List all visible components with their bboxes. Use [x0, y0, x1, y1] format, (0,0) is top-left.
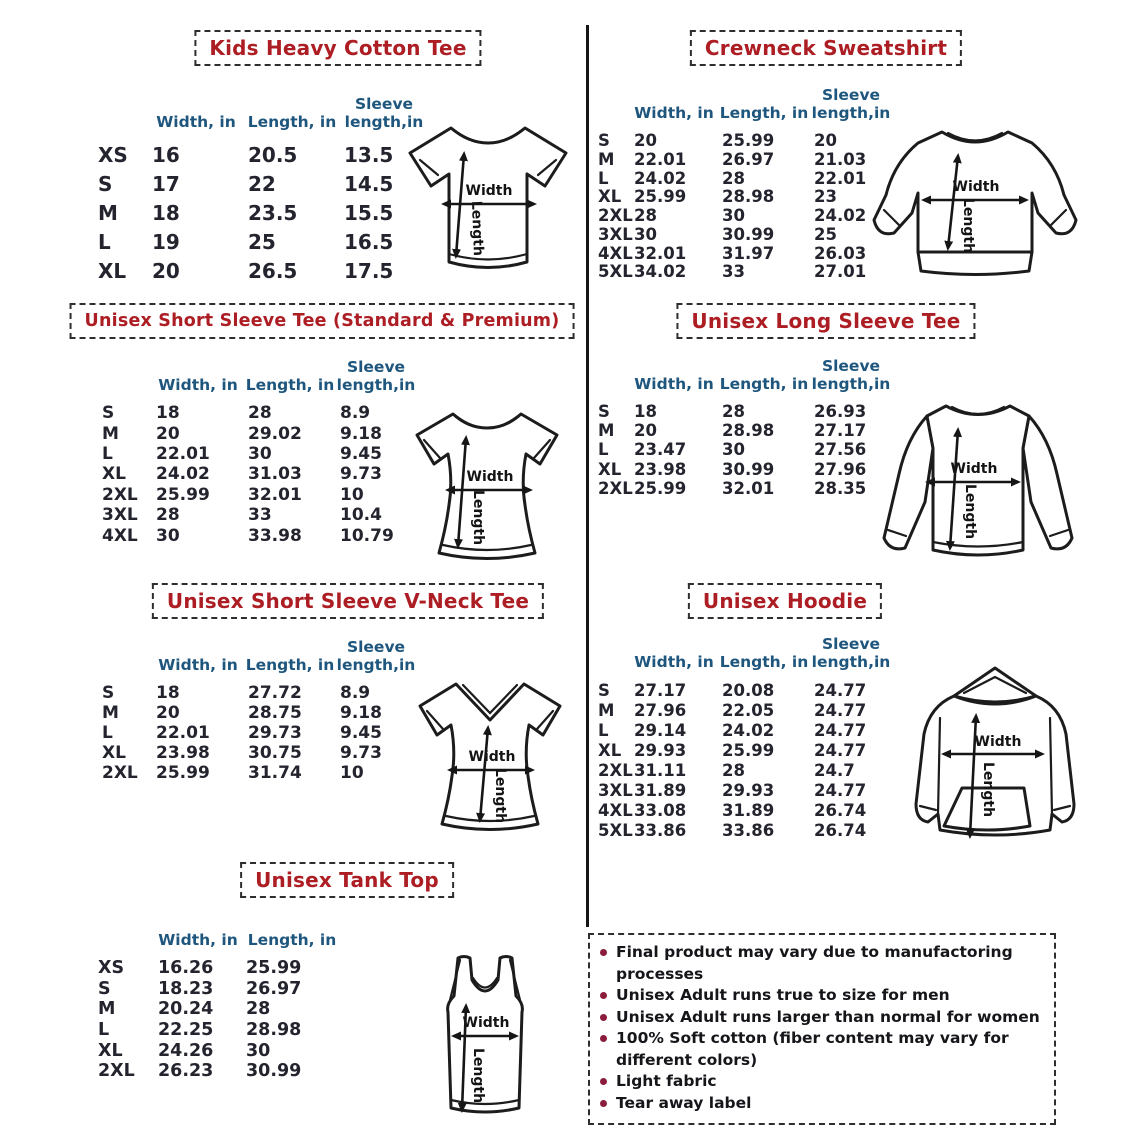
column-header: Sleeve length,in — [811, 86, 891, 122]
size-label: 5XL — [598, 262, 633, 282]
note-item — [600, 1028, 1044, 1071]
long-sleeve-tee-illustration — [866, 390, 1098, 578]
size-label: XS — [98, 958, 125, 979]
size-label: S — [98, 978, 111, 999]
cell-value: 24.02 — [634, 168, 687, 188]
cell-value: 33.86 — [722, 820, 775, 840]
cell-value: 30.99 — [722, 224, 775, 244]
cell-value: 18 — [152, 200, 180, 225]
cell-value: 25.99 — [722, 740, 775, 760]
cell-value: 27.01 — [814, 262, 867, 282]
cell-value: 28 — [634, 206, 657, 226]
notes-box — [588, 933, 1056, 1125]
cell-value: 26.93 — [814, 402, 867, 422]
cell-value: 28.35 — [814, 478, 867, 498]
width-arrow-label: Width — [466, 469, 514, 485]
cell-value: 22.01 — [814, 168, 867, 188]
column-header: Width, in — [634, 374, 714, 393]
cell-value: 9.45 — [340, 723, 382, 743]
cell-value: 18 — [156, 683, 180, 703]
cell-value: 24.77 — [814, 780, 867, 800]
size-label: 4XL — [598, 243, 633, 263]
cell-value: 10 — [340, 484, 364, 505]
cell-value: 32.01 — [634, 243, 687, 263]
size-label: L — [98, 229, 111, 254]
cell-value: 22.25 — [158, 1020, 214, 1041]
cell-value: 34.02 — [634, 262, 687, 282]
cell-value: 23.47 — [634, 440, 687, 460]
size-table-long-sleeve-tee — [596, 352, 892, 498]
cell-value: 9.18 — [340, 423, 382, 444]
size-label: L — [98, 1020, 110, 1041]
garment-outline — [417, 414, 557, 559]
cell-value: 28 — [722, 168, 745, 188]
cell-value: 29.73 — [248, 723, 302, 743]
cell-value: 26.5 — [248, 258, 298, 283]
cell-value: 25.99 — [246, 958, 302, 979]
cell-value: 27.17 — [814, 421, 867, 441]
size-label: M — [102, 703, 119, 723]
cell-value: 23.98 — [634, 459, 687, 479]
hoodie-illustration — [880, 658, 1110, 858]
note-item — [600, 1093, 1044, 1115]
cell-value: 18 — [156, 403, 180, 424]
size-table-tank-top — [96, 912, 342, 1082]
section-title-hoodie: Unisex Hoodie — [688, 583, 882, 619]
cell-value: 27.17 — [634, 680, 687, 700]
size-table-hoodie — [596, 632, 892, 840]
crewneck-illustration — [860, 110, 1090, 300]
section-title-tank-top: Unisex Tank Top — [240, 862, 454, 898]
cell-value: 26.74 — [814, 820, 867, 840]
cell-value: 25.99 — [634, 187, 687, 207]
cell-value: 20 — [156, 423, 180, 444]
size-label: 2XL — [102, 484, 138, 505]
cell-value: 16.26 — [158, 958, 214, 979]
cell-value: 31.89 — [722, 800, 775, 820]
column-header — [96, 949, 154, 958]
cell-value: 22.05 — [722, 700, 775, 720]
cell-value: 25.99 — [634, 478, 687, 498]
size-label: XL — [98, 1040, 123, 1061]
column-header: Width, in — [158, 655, 238, 674]
cell-value: 9.73 — [340, 743, 382, 763]
note-text: 100% Soft cotton (fiber content may vary for different colors) — [616, 1029, 1009, 1069]
cell-value: 24.77 — [814, 680, 867, 700]
size-label: 3XL — [102, 505, 138, 526]
cell-value: 9.18 — [340, 703, 382, 723]
size-label: M — [598, 700, 615, 720]
cell-value: 30.75 — [248, 743, 302, 763]
section-title-short-sleeve-tee: Unisex Short Sleeve Tee (Standard & Premium) — [70, 303, 575, 339]
cell-value: 24.77 — [814, 700, 867, 720]
size-label: L — [102, 723, 113, 743]
note-item — [600, 1007, 1044, 1029]
kids-tee-illustration — [388, 106, 588, 294]
tank-top-illustration — [424, 950, 546, 1122]
cell-value: 22.01 — [156, 723, 210, 743]
cell-value: 28 — [248, 403, 272, 424]
cell-value: 23.98 — [156, 743, 210, 763]
column-header: Width, in — [156, 112, 236, 131]
cell-value: 22 — [248, 171, 276, 196]
size-table-v-neck-tee — [100, 632, 416, 783]
column-header: Sleeve length,in — [336, 358, 416, 394]
size-label: S — [102, 683, 115, 703]
section-title-kids-tee: Kids Heavy Cotton Tee — [194, 30, 481, 66]
length-arrow-label: Length — [960, 198, 976, 254]
size-label: 4XL — [102, 525, 138, 546]
cell-value: 24.02 — [722, 720, 775, 740]
size-label: S — [598, 130, 610, 150]
width-arrow-label: Width — [950, 461, 998, 477]
cell-value: 29.93 — [634, 740, 687, 760]
cell-value: 30 — [246, 1040, 271, 1061]
cell-value: 27.72 — [248, 683, 302, 703]
cell-value: 9.73 — [340, 464, 382, 485]
cell-value: 10.4 — [340, 505, 382, 526]
hood-outline — [954, 668, 1036, 702]
cell-value: 24.02 — [814, 206, 867, 226]
column-header: Sleeve length,in — [344, 95, 424, 131]
column-header: Sleeve length,in — [336, 638, 416, 674]
cell-value: 17 — [152, 171, 180, 196]
column-header — [596, 393, 630, 402]
column-header: Length, in — [719, 103, 809, 122]
column-header: Width, in — [634, 652, 714, 671]
cell-value: 22.01 — [156, 443, 210, 464]
cell-value: 23.5 — [248, 200, 298, 225]
cell-value: 33 — [248, 505, 272, 526]
cell-value: 28 — [246, 999, 271, 1020]
size-label: M — [98, 999, 116, 1020]
column-header — [96, 131, 148, 140]
size-label: M — [102, 423, 119, 444]
size-label: 3XL — [598, 780, 633, 800]
section-title-v-neck-tee: Unisex Short Sleeve V-Neck Tee — [152, 583, 544, 619]
cell-value: 24.02 — [156, 464, 210, 485]
cell-value: 13.5 — [344, 142, 394, 167]
cell-value: 28 — [722, 402, 745, 422]
bullet-dot — [600, 949, 607, 956]
cell-value: 8.9 — [340, 403, 371, 424]
cell-value: 31.03 — [248, 464, 302, 485]
size-label: XL — [98, 258, 127, 283]
cell-value: 18 — [634, 402, 657, 422]
cell-value: 15.5 — [344, 200, 394, 225]
cell-value: 10.79 — [340, 525, 394, 546]
column-header — [100, 394, 152, 403]
cell-value: 20.5 — [248, 142, 298, 167]
cell-value: 26.74 — [814, 800, 867, 820]
cell-value: 30.99 — [246, 1061, 302, 1082]
cell-value: 20.08 — [722, 680, 775, 700]
cell-value: 28.75 — [248, 703, 302, 723]
column-header — [596, 671, 630, 680]
size-label: XL — [102, 464, 126, 485]
width-arrow-label: Width — [952, 179, 1000, 195]
size-label: XL — [598, 459, 622, 479]
cell-value: 24.7 — [814, 760, 855, 780]
column-header: Length, in — [247, 112, 337, 131]
cell-value: 27.96 — [814, 459, 867, 479]
cell-value: 30 — [248, 443, 272, 464]
cell-value: 27.56 — [814, 440, 867, 460]
note-item — [600, 942, 1044, 985]
cell-value: 29.02 — [248, 423, 302, 444]
size-label: L — [598, 720, 609, 740]
cell-value: 25 — [814, 224, 837, 244]
cell-value: 24.26 — [158, 1040, 214, 1061]
size-label: XL — [598, 187, 622, 207]
cell-value: 20 — [814, 130, 837, 150]
size-table-short-sleeve-tee — [100, 352, 416, 546]
short-sleeve-tee-illustration — [398, 398, 576, 574]
cell-value: 25.99 — [156, 763, 210, 783]
bullet-dot — [600, 1078, 607, 1085]
cell-value: 20 — [156, 703, 180, 723]
column-header: Length, in — [245, 375, 335, 394]
size-label: 5XL — [598, 820, 633, 840]
cell-value: 28.98 — [722, 421, 775, 441]
column-header — [100, 674, 152, 683]
cell-value: 33.98 — [248, 525, 302, 546]
note-text: Unisex Adult runs larger than normal for women — [616, 1007, 1040, 1026]
size-label: 3XL — [598, 224, 633, 244]
length-arrow-label: Length — [962, 484, 978, 540]
cell-value: 30 — [634, 224, 657, 244]
cell-value: 24.77 — [814, 720, 867, 740]
column-header: Width, in — [158, 375, 238, 394]
bullet-dot — [600, 1035, 607, 1042]
cell-value: 31.89 — [634, 780, 687, 800]
column-header: Sleeve length,in — [811, 357, 891, 393]
section-title-long-sleeve-tee: Unisex Long Sleeve Tee — [676, 303, 975, 339]
cell-value: 26.23 — [158, 1061, 214, 1082]
size-label: 4XL — [598, 800, 633, 820]
size-label: 2XL — [98, 1061, 135, 1082]
note-text: Unisex Adult runs true to size for men — [616, 986, 950, 1004]
size-label: L — [102, 443, 113, 464]
column-header: Sleeve length,in — [811, 635, 891, 671]
cell-value: 26.03 — [814, 243, 867, 263]
bullet-dot — [600, 992, 607, 999]
cell-value: 28 — [156, 505, 180, 526]
cell-value: 29.93 — [722, 780, 775, 800]
size-label: S — [102, 403, 115, 424]
cell-value: 16.5 — [344, 229, 394, 254]
cell-value: 25.99 — [156, 484, 210, 505]
cell-value: 26.97 — [722, 149, 775, 169]
cell-value: 18.23 — [158, 978, 214, 999]
size-label: 2XL — [598, 478, 633, 498]
size-label: M — [98, 200, 118, 225]
cell-value: 20.24 — [158, 999, 214, 1020]
cell-value: 28.98 — [722, 187, 775, 207]
length-arrow-label: Length — [980, 762, 996, 818]
size-label: L — [598, 168, 609, 188]
cell-value: 25.99 — [722, 130, 775, 150]
size-label: S — [98, 171, 113, 196]
length-arrow-label: Length — [492, 768, 508, 824]
cell-value: 31.74 — [248, 763, 302, 783]
size-label: XL — [598, 740, 622, 760]
column-header — [596, 122, 630, 131]
column-header: Length, in — [245, 655, 335, 674]
cell-value: 29.14 — [634, 720, 687, 740]
note-text: Final product may vary due to manufactoring processes — [616, 943, 1013, 983]
cell-value: 20 — [634, 130, 657, 150]
cell-value: 16 — [152, 142, 180, 167]
column-header: Length, in — [719, 652, 809, 671]
size-label: XL — [102, 743, 126, 763]
cell-value: 30 — [156, 525, 180, 546]
cell-value: 30.99 — [722, 459, 775, 479]
cell-value: 28 — [722, 760, 745, 780]
cell-value: 31.97 — [722, 243, 775, 263]
cell-value: 33 — [722, 262, 745, 282]
width-arrow-label: Width — [974, 734, 1022, 750]
cell-value: 22.01 — [634, 149, 687, 169]
size-label: S — [598, 680, 610, 700]
width-arrow-label: Width — [465, 183, 513, 199]
cell-value: 27.96 — [634, 700, 687, 720]
size-label: 2XL — [598, 760, 633, 780]
bullet-dot — [600, 1014, 607, 1021]
cell-value: 8.9 — [340, 683, 371, 703]
size-label: L — [598, 440, 609, 460]
cell-value: 17.5 — [344, 258, 394, 283]
cell-value: 30 — [722, 440, 745, 460]
width-arrow-label: Width — [462, 1015, 510, 1031]
size-label: 2XL — [598, 206, 633, 226]
width-arrow-label: Width — [468, 749, 516, 765]
cell-value: 21.03 — [814, 149, 867, 169]
cell-value: 33.08 — [634, 800, 687, 820]
cell-value: 23 — [814, 187, 837, 207]
bullet-dot — [600, 1100, 607, 1107]
size-label: 2XL — [102, 763, 138, 783]
section-title-crewneck: Crewneck Sweatshirt — [690, 30, 962, 66]
size-label: XS — [98, 142, 128, 167]
cell-value: 32.01 — [248, 484, 302, 505]
length-arrow-label: Length — [468, 200, 486, 257]
size-table-kids-tee — [96, 84, 428, 285]
cell-value: 28.98 — [246, 1020, 302, 1041]
length-arrow-label: Length — [470, 1048, 486, 1104]
cell-value: 25 — [248, 229, 276, 254]
cell-value: 33.86 — [634, 820, 687, 840]
note-item — [600, 985, 1044, 1007]
size-table-crewneck — [596, 84, 892, 281]
cell-value: 26.97 — [246, 978, 302, 999]
cell-value: 20 — [152, 258, 180, 283]
cell-value: 31.11 — [634, 760, 687, 780]
note-text: Light fabric — [616, 1072, 717, 1090]
cell-value: 30 — [722, 206, 745, 226]
note-item — [600, 1071, 1044, 1093]
v-neck-tee-illustration — [402, 670, 578, 848]
size-label: M — [598, 421, 615, 441]
cell-value: 10 — [340, 763, 364, 783]
column-header: Length, in — [719, 374, 809, 393]
column-header: Width, in — [158, 930, 238, 949]
cell-value: 20 — [634, 421, 657, 441]
column-header: Length, in — [247, 930, 337, 949]
cell-value: 14.5 — [344, 171, 394, 196]
note-text: Tear away label — [616, 1093, 752, 1112]
cell-value: 19 — [152, 229, 180, 254]
cell-value: 9.45 — [340, 443, 382, 464]
length-arrow-label: Length — [470, 490, 486, 546]
size-label: S — [598, 402, 610, 422]
size-label: M — [598, 149, 615, 169]
column-header: Width, in — [634, 103, 714, 122]
cell-value: 24.77 — [814, 740, 867, 760]
cell-value: 32.01 — [722, 478, 775, 498]
